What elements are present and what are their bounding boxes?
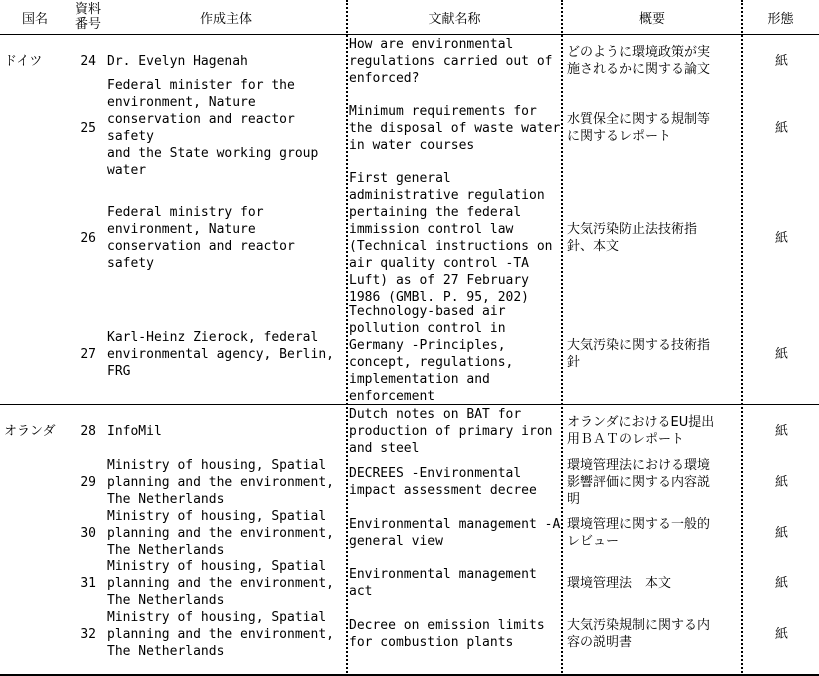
row-28-country [4, 405, 70, 457]
header-summary [562, 0, 742, 34]
summary-text: 環境管理法における環境 影響評価に関する内容説 明 [567, 457, 711, 507]
author-text: Dr. Evelyn Hagenah [107, 53, 248, 69]
row-26-title [349, 170, 561, 306]
row-24-summary [567, 36, 739, 86]
summary-text: 水質保全に関する規制等 に関するレポート [567, 112, 711, 144]
row-32-author [107, 608, 347, 660]
row-32-title [349, 608, 561, 660]
header-number [70, 0, 106, 34]
row-25-author [107, 78, 347, 178]
summary-text: 大気汚染に関する技術指 針 [567, 338, 711, 370]
row-32-summary [567, 608, 739, 660]
header-form-label: 形態 [767, 11, 794, 27]
country-name: オランダ [4, 423, 56, 439]
row-24-title [349, 36, 561, 86]
row-25-summary [567, 86, 739, 170]
form-text: 紙 [774, 346, 788, 362]
country-name: ドイツ [4, 53, 43, 69]
row-24-country [4, 36, 70, 86]
row-32-form [744, 608, 819, 660]
row-29-summary [567, 456, 739, 508]
row-29-author [107, 456, 347, 508]
row-29-title [349, 456, 561, 508]
author-text: Ministry of housing, Spatial planning and the environment, The Netherlands [107, 457, 334, 507]
title-text: Decree on emission limits for combustion plants [349, 618, 545, 650]
document-number: 25 [80, 120, 96, 136]
row-24-number [70, 36, 96, 86]
row-28-number [70, 405, 96, 457]
document-number: 27 [80, 346, 96, 362]
row-26-number [70, 170, 96, 306]
row-27-number [70, 304, 96, 404]
summary-text: オランダにおけるEU提出 用ＢＡＴのレポート [567, 415, 715, 447]
header-form [742, 0, 819, 34]
row-28-author [107, 405, 347, 457]
document-number: 24 [80, 53, 96, 69]
row-32-number [70, 608, 96, 660]
author-text: Federal ministry for environment, Nature conservation and reactor safety [107, 205, 295, 271]
title-text: Minimum requirements for the disposal of waste water in water courses [349, 103, 561, 153]
row-28-form [744, 405, 819, 457]
form-text: 紙 [774, 230, 788, 246]
form-text: 紙 [774, 626, 788, 642]
row-30-summary [567, 507, 739, 559]
author-text: Federal minister for the environment, Nature conservation and reactor safety and the State working group water [107, 78, 319, 178]
document-number: 30 [80, 525, 96, 541]
title-text: How are environmental regulations carried out of enforced? [349, 36, 553, 86]
form-text: 紙 [774, 575, 788, 591]
row-31-author [107, 557, 347, 609]
row-31-form [744, 557, 819, 609]
header-country [0, 0, 70, 34]
document-number: 28 [80, 423, 96, 439]
row-26-author [107, 170, 347, 306]
form-text: 紙 [774, 53, 788, 69]
row-31-summary [567, 557, 739, 609]
title-text: Technology-based air pollution control in Germany -Principles, concept, regulations, implementation and enforcement [349, 304, 514, 404]
summary-text: どのように環境政策が実 施されるかに関する論文 [567, 45, 711, 77]
summary-text: 環境管理に関する一般的 レビュー [567, 517, 711, 549]
header-author-label: 作成主体 [199, 11, 252, 27]
summary-text: 大気汚染規制に関する内 容の説明書 [567, 618, 711, 650]
row-30-number [70, 507, 96, 559]
summary-text: 環境管理法 本文 [567, 575, 672, 591]
form-text: 紙 [774, 120, 788, 136]
column-divider [741, 0, 743, 676]
header-summary-label: 概要 [638, 11, 665, 27]
header-country-label: 国名 [21, 11, 48, 27]
title-text: Environmental management act [349, 567, 537, 599]
form-text: 紙 [774, 525, 788, 541]
row-27-form [744, 304, 819, 404]
row-30-title [349, 507, 561, 559]
row-24-form [744, 36, 819, 86]
document-number: 32 [80, 626, 96, 642]
row-30-form [744, 507, 819, 559]
author-text: InfoMil [107, 423, 162, 439]
title-text: Environmental management -A general view [349, 517, 561, 549]
summary-text: 大気汚染防止法技術指 針、本文 [567, 222, 698, 254]
header-title-label: 文献名称 [428, 11, 481, 27]
form-text: 紙 [774, 423, 788, 439]
document-number: 26 [80, 230, 96, 246]
author-text: Ministry of housing, Spatial planning and the environment, The Netherlands [107, 508, 334, 558]
header-number-line1: 資料 [74, 2, 101, 17]
author-text: Karl-Heinz Zierock, federal environmental agency, Berlin, FRG [107, 329, 334, 379]
row-29-number [70, 456, 96, 508]
header-author [106, 0, 346, 34]
row-30-author [107, 507, 347, 559]
author-text: Ministry of housing, Spatial planning and the environment, The Netherlands [107, 558, 334, 608]
row-27-author [107, 304, 347, 404]
title-text: First general administrative regulation pertaining the federal immission control law (Technical instructions on air quality control -TA Luft) as of 27 February 1986 (GMBl. P. 95, 202) [349, 171, 553, 305]
row-27-title [349, 304, 561, 404]
header-title [347, 0, 562, 34]
row-27-summary [567, 304, 739, 404]
form-text: 紙 [774, 474, 788, 490]
row-28-title [349, 405, 561, 457]
document-number: 29 [80, 474, 96, 490]
row-26-form [744, 170, 819, 306]
row-25-form [744, 86, 819, 170]
row-26-summary [567, 170, 739, 306]
row-31-number [70, 557, 96, 609]
row-25-number [70, 86, 96, 170]
author-text: Ministry of housing, Spatial planning and the environment, The Netherlands [107, 609, 334, 659]
title-text: DECREES -Environmental impact assessment decree [349, 466, 537, 498]
row-29-form [744, 456, 819, 508]
title-text: Dutch notes on BAT for production of primary iron and steel [349, 406, 553, 456]
header-number-line2: 番号 [74, 17, 101, 32]
column-divider [561, 0, 563, 676]
row-25-title [349, 86, 561, 170]
document-number: 31 [80, 575, 96, 591]
row-31-title [349, 557, 561, 609]
row-28-summary [567, 405, 739, 457]
